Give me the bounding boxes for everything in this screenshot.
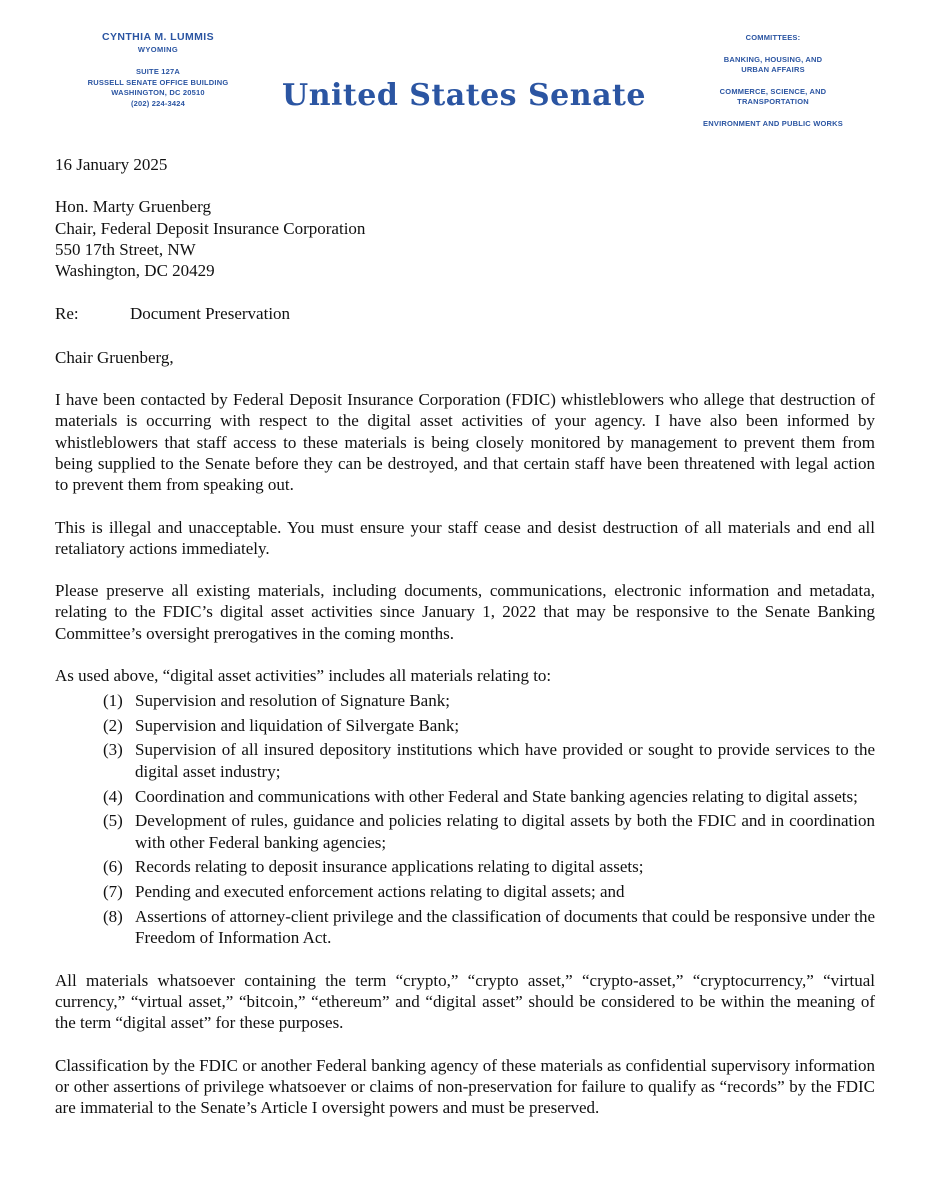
recipient-line: Chair, Federal Deposit Insurance Corporation [55, 218, 366, 238]
recipient-line: Hon. Marty Gruenberg [55, 197, 211, 217]
sender-address-line: SUITE 127A [135, 67, 181, 76]
committee-item: ENVIRONMENT AND PUBLIC WORKS [703, 118, 843, 128]
paragraph: Please preserve all existing materials, including documents, communications, electronic information and metadata, relating to the FDIC’s digital asset activities since January 1, 2022 that may be responsive to the Senate Banking Committee’s oversight prerogatives in the coming months. [55, 581, 875, 643]
list-item-text: Supervision and resolution of Signature Bank; [135, 690, 450, 710]
list-item-number: (1) [103, 690, 123, 710]
list-item-text: Supervision of all insured depository institutions which have provided or sought to provide services to the digital asset industry; [135, 740, 875, 781]
sender-address-line: RUSSELL SENATE OFFICE BUILDING [87, 77, 229, 87]
paragraph: I have been contacted by Federal Deposit Insurance Corporation (FDIC) whistleblowers who allege that destruction of materials is occurring with respect to the digital asset activities of your agency. I have also been informed by whistleblowers that staff access to these materials is being closely monitored by management to prevent them from being supplied to the Senate before they can be destroyed, and that certain staff have been threatened with legal action to prevent them from speaking out. [55, 390, 875, 495]
paragraph: All materials whatsoever containing the term “crypto,” “crypto asset,” “crypto-asset,” “cryptocurrency,” “virtual currency,” “virtual asset,” “bitcoin,” “ethereum” and “digital asset” should be considered to be within the meaning of the term “digital asset” for these purposes. [55, 970, 875, 1033]
list-item-number: (7) [103, 882, 123, 902]
letter-date: 16 January 2025 [55, 155, 168, 174]
list-item [103, 881, 875, 902]
list-item [103, 810, 875, 853]
list-item-number: (6) [103, 857, 123, 877]
re-subject: Document Preservation [130, 304, 291, 324]
list-item-number: (5) [103, 811, 123, 831]
paragraph: Classification by the FDIC or another Federal banking agency of these materials as confidential supervisory information or other assertions of privilege whatsoever or claims of non-preservation for failure to qualify as “records” by the FDIC are immaterial to the Senate’s Article I oversight powers and must be preserved. [55, 1055, 875, 1118]
list-item-text: Development of rules, guidance and policies relating to digital assets by both the FDIC and in coordination with other Federal banking agencies; [135, 811, 875, 852]
salutation: Chair Gruenberg, [55, 347, 174, 367]
list-item-number: (8) [103, 907, 123, 927]
committee-item: BANKING, HOUSING, AND URBAN AFFAIRS [723, 54, 823, 74]
sender-name: CYNTHIA M. LUMMIS [102, 31, 214, 43]
recipient-line: 550 17th Street, NW [55, 239, 196, 259]
list-item-number: (4) [103, 786, 123, 806]
committees-block [668, 33, 878, 129]
list-item-text: Coordination and communications with other Federal and State banking agencies relating to digital assets; [135, 786, 858, 806]
list-item-number: (3) [103, 740, 123, 760]
list-item-text: Records relating to deposit insurance applications relating to digital assets; [135, 857, 644, 877]
list-item-text: Assertions of attorney-client privilege and the classification of documents that could be responsive under the Freedom of Information Act. [135, 907, 875, 948]
recipient-line: Washington, DC 20429 [55, 261, 215, 281]
letter-body [55, 154, 875, 1118]
list-item [103, 690, 875, 711]
sender-state: WYOMING [137, 45, 179, 54]
sender-phone: (202) 224-3424 [130, 98, 186, 108]
senate-wordmark: United States Senate [282, 78, 646, 113]
re-line [55, 303, 875, 324]
list-intro: As used above, “digital asset activities” includes all materials relating to: [55, 666, 552, 686]
paragraph: This is illegal and unacceptable. You must ensure your staff cease and desist destruction of all materials and end all retaliatory actions immediately. [55, 517, 875, 558]
list-item-text: Supervision and liquidation of Silvergate Bank; [135, 715, 460, 735]
list-item [103, 786, 875, 807]
recipient-block [55, 196, 875, 281]
committees-heading: COMMITTEES: [745, 33, 801, 42]
list-item-number: (2) [103, 715, 123, 735]
list-item [103, 856, 875, 877]
list-item [103, 739, 875, 782]
list-item-text: Pending and executed enforcement actions relating to digital assets; and [135, 882, 625, 902]
sender-address-line: WASHINGTON, DC 20510 [111, 88, 205, 97]
re-label: Re: [55, 304, 79, 324]
committee-item: COMMERCE, SCIENCE, AND TRANSPORTATION [719, 86, 827, 106]
list-item [103, 906, 875, 949]
numbered-list [55, 690, 875, 949]
letterhead [0, 0, 928, 145]
list-item [103, 715, 875, 736]
